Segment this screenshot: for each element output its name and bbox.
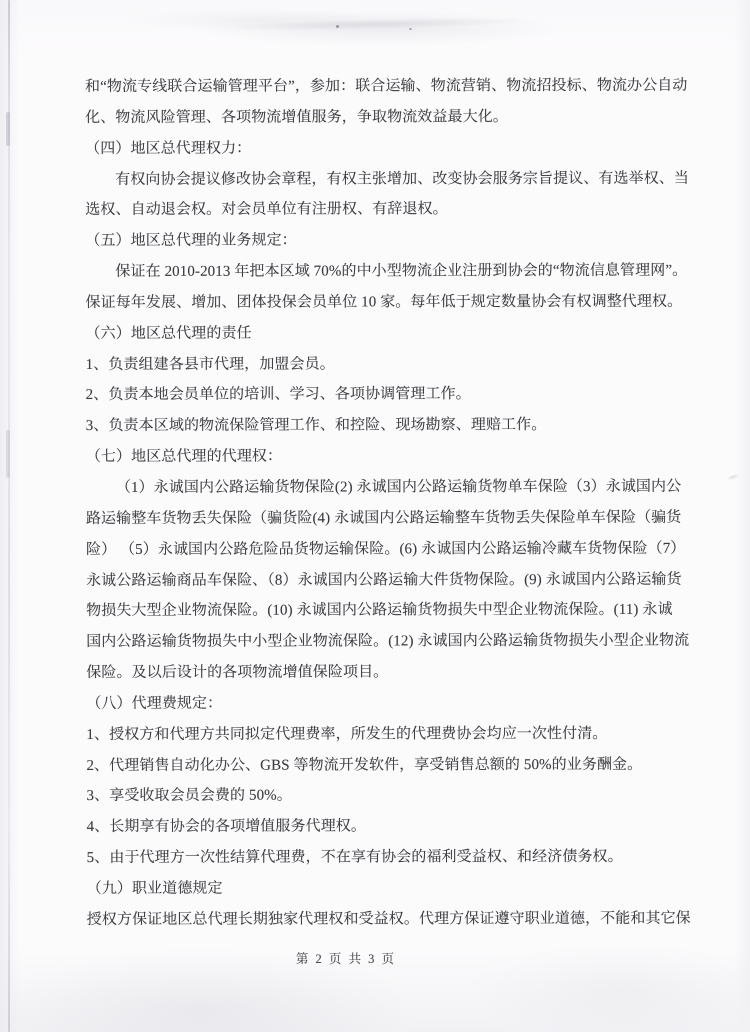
text-line: 保险。及以后设计的各项物流增值保险项目。	[86, 664, 389, 682]
text-line: 有权向协会提议修改协会章程，有权主张增加、改变协会服务宗旨提议、有选举权、当	[115, 170, 690, 188]
text-line: （1）永诚国内公路运输货物保险(2) 永诚国内公路运输货物单车保险（3）永诚国内公	[115, 478, 682, 496]
text-line: 化、物流风险管理、各项物流增值服务，争取物流效益最大化。	[85, 108, 508, 126]
document-body	[85, 71, 727, 936]
scan-edge-mark	[6, 112, 10, 146]
list-item: 3、负责本区域的物流保险管理工作、和控险、现场勘察、理赔工作。	[85, 417, 547, 435]
page-number: 第 2 页 共 3 页	[295, 952, 397, 966]
list-item: 4、长期享有协会的各项增值服务代理权。	[86, 818, 367, 836]
text-line: 永诚公路运输商品车保险、（8）永诚国内公路运输大件货物保险。(9) 永诚国内公路运输货	[86, 571, 682, 589]
scan-edge-line	[8, 0, 10, 1032]
text-line: 选权、自动退会权。对会员单位有注册权、有辞退权。	[85, 201, 448, 219]
list-item: 2、代理销售自动化办公、GBS 等物流开发软件，享受销售总额的 50%的业务酬金。	[86, 756, 643, 774]
list-item: 1、负责组建各县市代理，加盟会员。	[85, 356, 335, 373]
scan-speck	[336, 25, 339, 28]
scan-smudge	[180, 12, 580, 36]
text-line: 保证每年发展、增加、团体投保会员单位 10 家。每年低于规定数量协会有权调整代理权。	[85, 293, 683, 311]
list-item: 3、享受收取会员会费的 50%。	[86, 787, 292, 805]
text-line: 险） （5）永诚国内公路危险品货物运输保险。(6) 永诚国内公路运输冷藏车货物保险（7）	[85, 540, 686, 558]
section-heading-4: （四）地区总代理权力：	[85, 140, 252, 157]
scan-edge-mark	[6, 430, 10, 478]
text-line: 国内公路运输货物损失中小型企业物流保险。(12) 永诚国内公路运输货物损失小型企业物流	[86, 632, 690, 651]
text-line: 路运输整车货物丢失保险（骗货险(4) 永诚国内公路运输整车货物丢失保险单车保险（骗货	[85, 509, 682, 527]
section-heading-8: （八）代理费规定：	[86, 695, 223, 712]
text-line: 授权方保证地区总代理长期独家代理权和受益权。代理方保证遵守职业道德，不能和其它保	[86, 910, 691, 928]
text-line: 和“物流专线联合运输管理平台”，参加：联合运输、物流营销、物流招投标、物流办公自动	[85, 77, 688, 95]
scan-smudge	[723, 469, 743, 485]
list-item: 1、授权方和代理方共同拟定代理费率，所发生的代理费协会均应一次性付清。	[86, 725, 608, 743]
scan-speck	[409, 28, 412, 30]
text-line: 物损失大型企业物流保险。(10) 永诚国内公路运输货物损失中型企业物流保险。(11) 永诚	[86, 602, 673, 620]
section-heading-6: （六）地区总代理的责任	[85, 325, 252, 342]
list-item: 2、负责本地会员单位的培训、学习、各项协调管理工作。	[85, 386, 471, 404]
list-item: 5、由于代理方一次性结算代理费，不在享有协会的福利受益权、和经济债务权。	[86, 848, 623, 867]
text-line: 保证在 2010-2013 年把本区域 70%的中小型物流企业注册到协会的“物流信息管理网”。	[115, 262, 688, 280]
section-heading-7: （七）地区总代理的代理权：	[85, 448, 283, 466]
section-heading-5: （五）地区总代理的业务规定：	[85, 232, 297, 250]
section-heading-9: （九）职业道德规定	[86, 880, 223, 897]
